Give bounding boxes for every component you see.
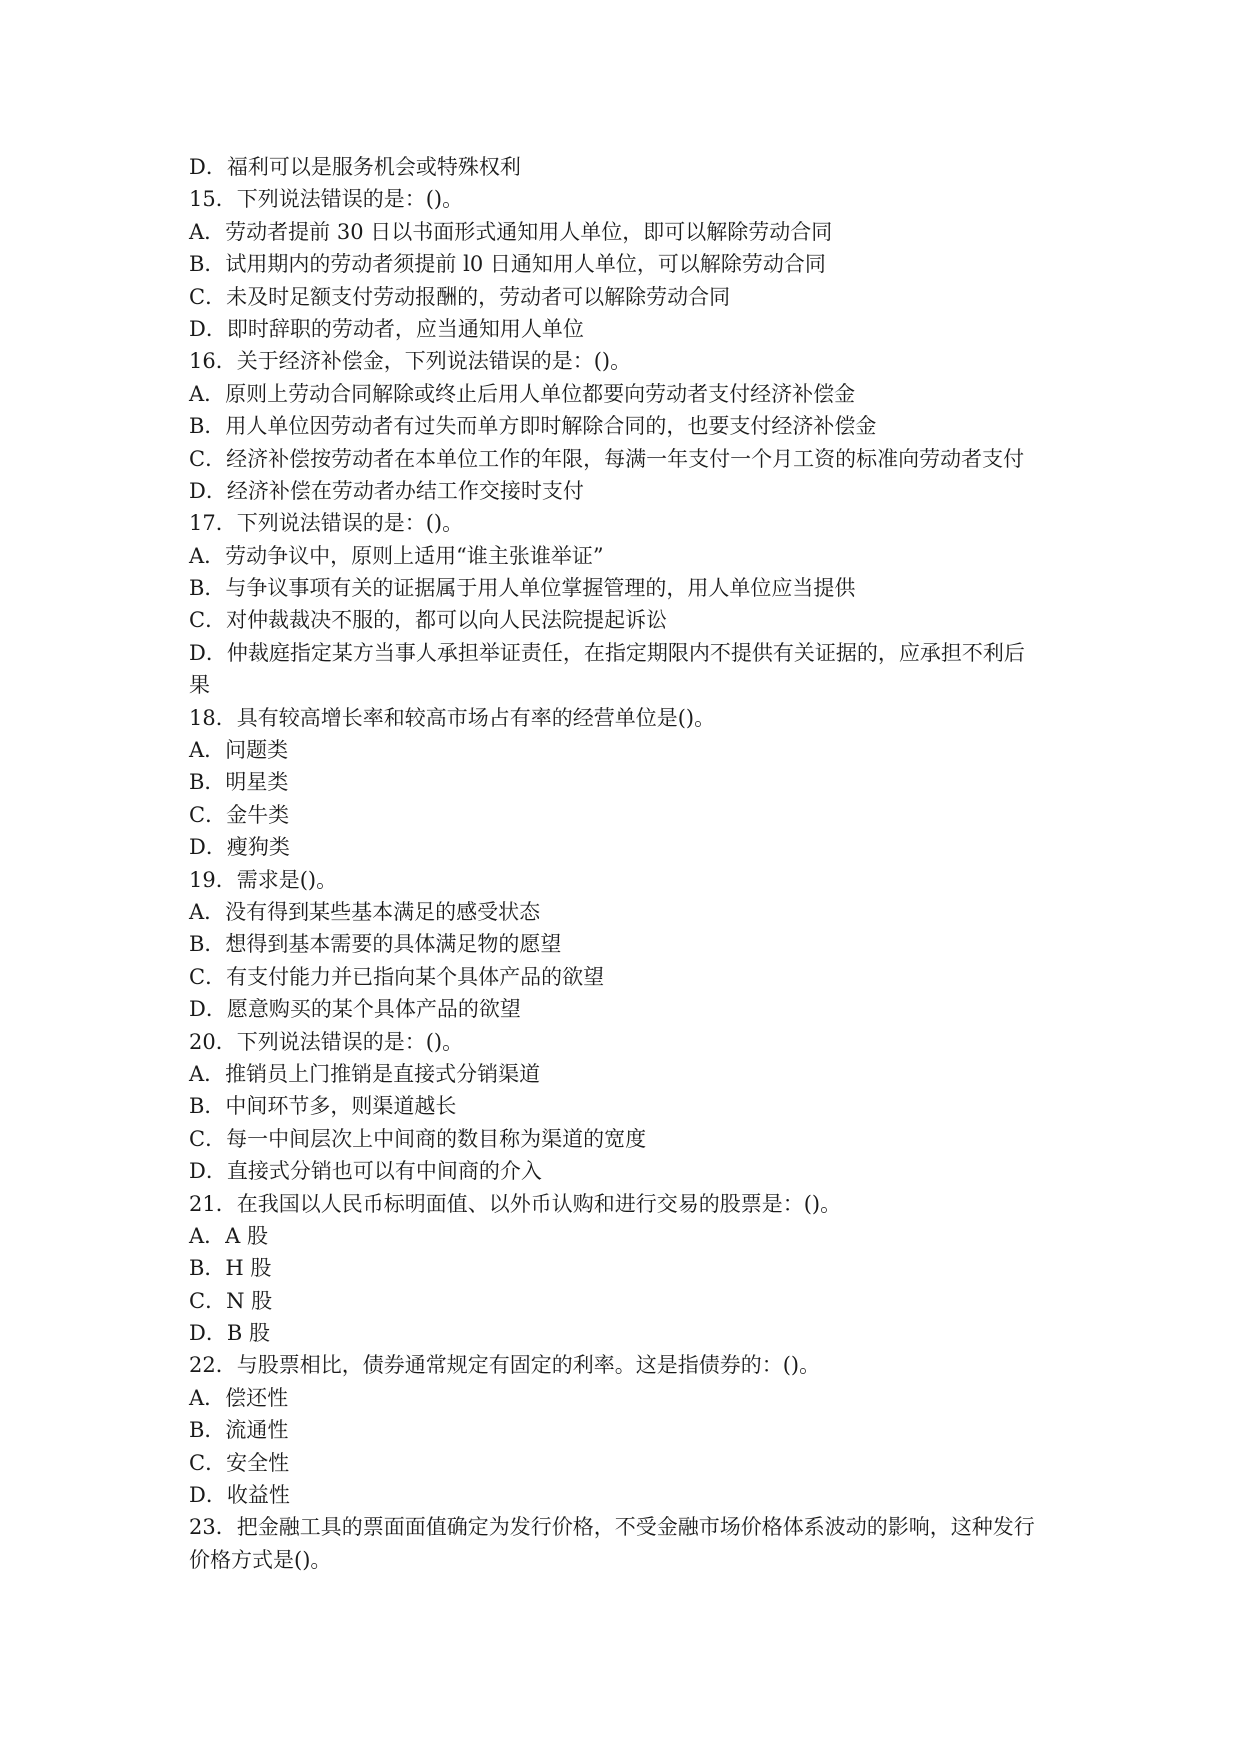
- text-line: 16．关于经济补偿金，下列说法错误的是：()。: [189, 349, 632, 374]
- text-line: 18．具有较高增长率和较高市场占有率的经营单位是()。: [189, 705, 716, 730]
- text-line: C．经济补偿按劳动者在本单位工作的年限，每满一年支付一个月工资的标准向劳动者支付: [189, 446, 1025, 471]
- text-line: A．劳动者提前 30 日以书面形式通知用人单位，即可以解除劳动合同: [189, 219, 833, 244]
- text-line: C．每一中间层次上中间商的数目称为渠道的宽度: [189, 1126, 647, 1151]
- text-line: 20．下列说法错误的是：()。: [189, 1029, 464, 1054]
- text-line: 21．在我国以人民币标明面值、以外币认购和进行交易的股票是：()。: [189, 1191, 842, 1216]
- text-line: C．未及时足额支付劳动报酬的，劳动者可以解除劳动合同: [189, 284, 731, 309]
- text-line: 15．下列说法错误的是：()。: [189, 187, 464, 212]
- text-line: A．劳动争议中，原则上适用“谁主张谁举证”: [189, 543, 604, 568]
- question-text-block: [189, 151, 1059, 1576]
- text-line: 19．需求是()。: [189, 867, 338, 892]
- text-line: A．偿还性: [189, 1385, 289, 1410]
- text-line: C．金牛类: [189, 802, 290, 827]
- text-line: 22．与股票相比，债券通常规定有固定的利率。这是指债券的：()。: [189, 1353, 821, 1378]
- text-line: D．仲裁庭指定某方当事人承担举证责任，在指定期限内不提供有关证据的，应承担不利后: [189, 640, 1025, 665]
- text-line: D．经济补偿在劳动者办结工作交接时支付: [189, 478, 584, 503]
- text-line: A．A 股: [189, 1223, 269, 1248]
- text-line: B．试用期内的劳动者须提前 l0 日通知用人单位，可以解除劳动合同: [189, 252, 826, 277]
- text-line: D．愿意购买的某个具体产品的欲望: [189, 997, 521, 1022]
- text-line: D．收益性: [189, 1483, 290, 1508]
- text-line: B．H 股: [189, 1256, 272, 1281]
- text-line: B．想得到基本需要的具体满足物的愿望: [189, 932, 562, 957]
- text-line: A．问题类: [189, 738, 289, 763]
- text-line: 价格方式是()。: [189, 1547, 332, 1572]
- text-line: D．瘦狗类: [189, 835, 290, 860]
- text-line: D．福利可以是服务机会或特殊权利: [189, 155, 521, 179]
- text-line: D．直接式分销也可以有中间商的介入: [189, 1159, 542, 1184]
- text-line: B．明星类: [189, 770, 289, 795]
- text-line: B．用人单位因劳动者有过失而单方即时解除合同的，也要支付经济补偿金: [189, 414, 877, 439]
- text-line: B．与争议事项有关的证据属于用人单位掌握管理的，用人单位应当提供: [189, 576, 856, 601]
- text-line: A．没有得到某些基本满足的感受状态: [189, 899, 541, 924]
- text-line: D．B 股: [189, 1321, 270, 1346]
- text-line: B．流通性: [189, 1418, 289, 1443]
- text-line: 17．下列说法错误的是：()。: [189, 511, 464, 536]
- text-line: C．有支付能力并已指向某个具体产品的欲望: [189, 964, 605, 989]
- text-line: 23．把金融工具的票面面值确定为发行价格，不受金融市场价格体系波动的影响，这种发行: [189, 1515, 1035, 1540]
- text-line: D．即时辞职的劳动者，应当通知用人单位: [189, 316, 584, 341]
- text-line: C．对仲裁裁决不服的，都可以向人民法院提起诉讼: [189, 608, 668, 633]
- text-line: C．安全性: [189, 1450, 290, 1475]
- text-line: 果: [189, 673, 210, 698]
- text-line: A．原则上劳动合同解除或终止后用人单位都要向劳动者支付经济补偿金: [189, 381, 856, 406]
- text-line: A．推销员上门推销是直接式分销渠道: [189, 1061, 541, 1086]
- text-line: C．N 股: [189, 1288, 273, 1313]
- text-line: B．中间环节多，则渠道越长: [189, 1094, 457, 1119]
